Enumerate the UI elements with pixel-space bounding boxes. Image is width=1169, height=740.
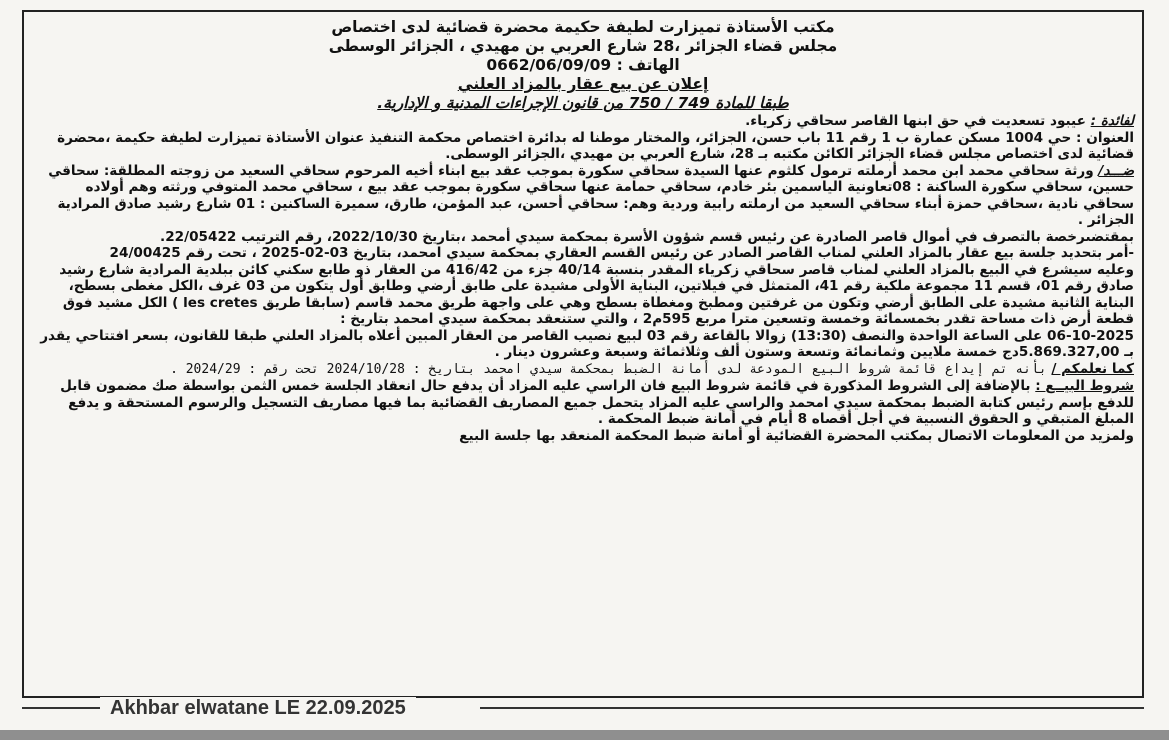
source-rule-right	[480, 707, 1144, 709]
defendant-text: ورثة سحاقي محمد ابن محمد أرملته ترمول كلثوم عنها السيدة سحاقي سكورة بموجب عقد بيع ابناء أخيه المرحوم سحاقي السعيد من زوجته المطلقة: سحاقي حسين، سحاقي سكورة الساكنة : 08تعاونية الياسمين بئر خادم، سحاقي حمامة عنها سحاقي سكورة بموجب عقد بيع ، سحاقي محمد المتوفي ورثته وهم أولاده سحاقي نادية ،سحاقي حمزة أبناء سحاقي السعيد من ارملته رابية وردية وهم: سحاقي أحسن، عبد المؤمن، طارق، سميرة الساكنين : 01 شارع رشيد صادق المرادية الجزائر .	[48, 162, 1134, 228]
sale-paragraph: وعليه سيشرع في البيع بالمزاد العلني لمناب قاصر سحاقي زكرياء المقدر بنسبة 40/14 جزء من 416/42 من العقار ذو طابع سكني كائن ببلدية المرادية شارع رشيد صادق رقم 01، قسم 11 مجموعة ملكية رقم 41، المتمثل في فيلاتين، البناية الأولى مشيدة على طابق أرضي وطابق أول يتكون من 03 غرف ،الكل مغطى بسطح، البناية الثانية مشيدة على الطابق أرضي وتكون من غرفتين ومطبخ ومغطاة بسطح وهي على واجهة طريق محمد قاسم (سابقا طريق les cretes ) الكل مشيد فوق قطعة أرض ذات مساحة تقدر بخمسمائة وخمسة وتسعين مترا مربع 595م2 ، والتي ستنعقد بمحكمة سيدي امحمد بتاريخ :	[59, 261, 1134, 327]
notice-label: كما نعلمكم /	[1051, 360, 1134, 377]
conditions-paragraph	[32, 378, 1134, 428]
notice-subtitle: طبقا للمادة 749 / 750 من قانون الإجراءات المدنية و الإدارية.	[377, 94, 789, 112]
permission-paragraph: بمقتضىرخصة بالتصرف في أموال قاصر الصادرة عن رئيس قسم شؤون الأسرة بمحكمة سيدي أمحمد ،بتاريخ 2022/10/30، رقم الترتيب 22/05422.	[160, 228, 1134, 245]
office-address: مجلس قضاء الجزائر ،28 شارع العربي بن مهيدي ، الجزائر الوسطى	[328, 37, 838, 55]
newspaper-source: Akhbar elwatane LE 22.09.2025	[100, 697, 416, 719]
conditions-label: شروط البيــع :	[1035, 378, 1134, 394]
conditions-text: بالإضافة إلى الشروط المذكورة في قائمة شروط البيع فان الراسي عليه المزاد أن يدفع حال انعقاد الجلسة خمس الثمن بواسطة صك مضمون قابل للدفع بإسم رئيس كتابة الضبط بمحكمة سيدي امحمد والراسي عليه المزاد يتحمل جميع المصاريف القضائية بما فيها مصاريف التسجيل والرسوم المستحقة و يدفع المبلغ المتبقي و الحقوق النسبية في أجل أقصاه 8 أيام في أمانة ضبط المحكمة .	[60, 378, 1134, 427]
source-rule-left	[22, 707, 102, 709]
office-name: مكتب الأستاذة تميزارت لطيفة حكيمة محضرة قضائية لدى اختصاص	[331, 18, 835, 36]
notice-paragraph	[32, 361, 1134, 379]
notice-body	[32, 113, 1134, 444]
session-paragraph: 06-10-2025 على الساعة الواحدة والنصف (13:30) زوالا بالقاعة رقم 03 لبيع نصيب القاصر من العقار المبين أعلاه بالمزاد العلني طبقا للقانون، بسعر افتتاحي يقدر بـ 5.869.327,00دج خمسة ملايين وثمانمائة وتسعة وستون ألف وثلاثمائة وسبعة وعشرون دينار .	[40, 327, 1134, 360]
notice-text: بأنه تم إيداع قائمة شروط البيع المودعة لدى أمانة الضبط بمحكمة سيدي امحمد بتاريخ : 2024/10/28 تحت رقم : 2024/29 .	[170, 361, 1047, 377]
claimant-paragraph	[32, 113, 1134, 130]
notice-title: إعلان عن بيع عقار بالمزاد العلني	[457, 75, 709, 93]
defendant-paragraph	[32, 163, 1134, 229]
address-paragraph: العنوان : حي 1004 مسكن عمارة ب 1 رقم 11 باب حسن، الجزائر، والمختار موطنا له بدائرة اختصاص محكمة التنفيذ عنوان الأستاذة تميزارت لطيفة حكيمة ،محضرة قضائية لدى اختصاص مجلس قضاء الجزائر الكائن مكتبه بـ 28، شارع العربي بن مهيدي ،الجزائر الوسطى.	[57, 129, 1134, 162]
claimant-text: عيبود تسعديت في حق ابنها القاصر سحاقي زكرياء.	[745, 113, 1086, 129]
defendant-label: ضـــد/	[1098, 162, 1134, 179]
claimant-label: لفائدة :	[1090, 113, 1134, 129]
order-paragraph: -أمر بتحديد جلسة بيع عقار بالمزاد العلني لمناب القاصر الصادر عن رئيس القسم العقاري بمحكمة سيدي امحمد، بتاريخ 03-02-2025 ، تحت رقم 24/00425	[109, 245, 1134, 261]
info-paragraph: ولمزيد من المعلومات الاتصال بمكتب المحضرة القضائية أو أمانة ضبط المحكمة المنعقد بها جلسة البيع	[459, 427, 1134, 444]
scan-edge	[0, 730, 1169, 740]
office-phone: الهاتف : 0662/06/09/09	[486, 56, 680, 74]
auction-notice	[32, 18, 1134, 444]
